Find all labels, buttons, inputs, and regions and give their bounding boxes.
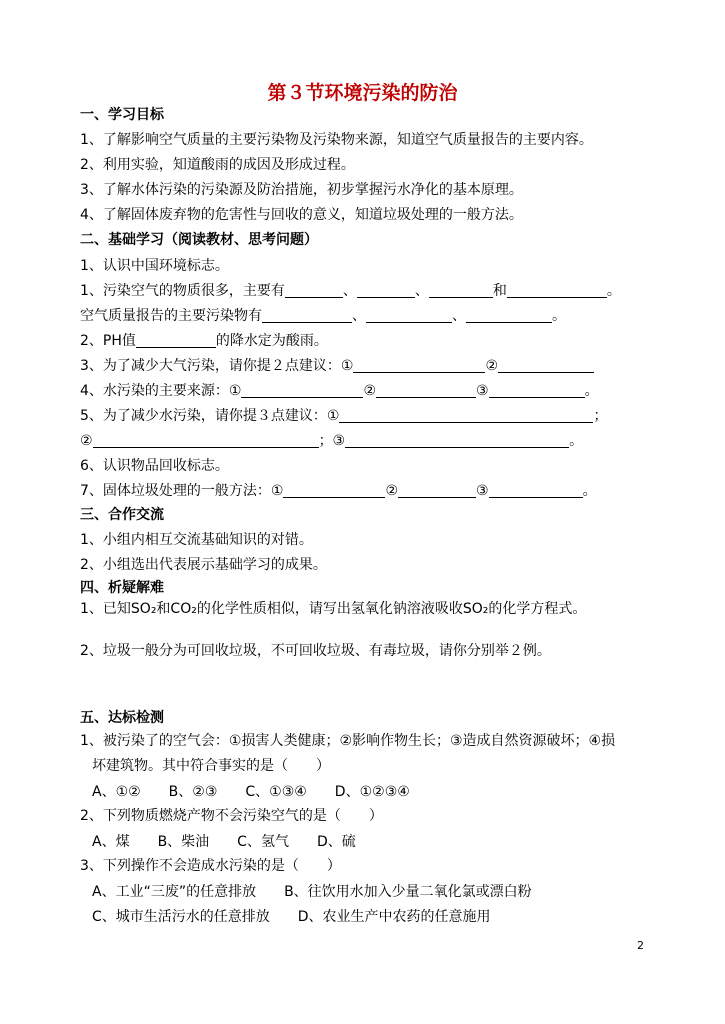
answer-blank[interactable] [283, 483, 385, 498]
question-water-sources [80, 381, 599, 401]
page-title: 第３节环境污染的防治 [267, 82, 458, 104]
question-text: 3、为了减少大气污染，请你提２点建议：① [80, 358, 354, 374]
separator: ； [593, 408, 608, 424]
goal-item: 4、了解固体废弃物的危害性与回收的意义，知道垃圾处理的一般方法。 [80, 207, 523, 223]
answer-blank[interactable] [353, 358, 485, 373]
question-air-report [80, 306, 566, 326]
separator: 。 [584, 383, 599, 399]
test-options: A、煤 B、柴油 C、氢气 D、硫 [92, 834, 356, 850]
section-heading-basic: 二、基础学习（阅读教材、思考问题） [80, 232, 318, 248]
test-question: 2、下列物质燃烧产物不会污染空气的是（ ） [80, 808, 383, 824]
question-text: 6、认识物品回收标志。 [80, 458, 229, 474]
exchange-item: 2、小组选出代表展示基础学习的成果。 [80, 557, 327, 573]
answer-blank[interactable] [241, 383, 363, 398]
question-text: 5、为了减少水污染，请你提３点建议：① [80, 408, 340, 424]
question-text: 的降水定为酸雨。 [215, 333, 328, 349]
answer-blank[interactable] [93, 433, 319, 448]
goal-item: 1、了解影响空气质量的主要污染物及污染物来源，知道空气质量报告的主要内容。 [80, 132, 593, 148]
marker: ③ [476, 483, 489, 499]
separator: 。 [552, 308, 566, 324]
separator: 。 [606, 283, 621, 299]
separator: 、 [414, 283, 429, 299]
exchange-item: 1、小组内相互交流基础知识的对错。 [80, 532, 313, 548]
section-heading-difficulties: 四、析疑解难 [80, 580, 164, 596]
marker: ② [80, 433, 93, 449]
marker: ② [485, 358, 499, 374]
page-number: 2 [637, 939, 644, 952]
question-text: 7、固体垃圾处理的一般方法：① [80, 483, 284, 499]
separator: 。 [569, 433, 584, 449]
marker: ；③ [318, 433, 346, 449]
answer-blank[interactable] [262, 308, 352, 323]
marker: ② [385, 483, 399, 499]
answer-blank[interactable] [339, 408, 593, 423]
answer-blank[interactable] [489, 483, 583, 498]
question-air-suggestions [80, 356, 594, 376]
answer-blank[interactable] [345, 433, 569, 448]
question-text: 2、PH值 [80, 333, 136, 349]
separator: 。 [582, 483, 597, 499]
question-water-suggestions-cont [80, 431, 583, 451]
question-water-suggestions [80, 406, 607, 426]
question-text: 1、污染空气的物质很多，主要有 [80, 283, 285, 299]
section-heading-goals: 一、学习目标 [80, 107, 164, 123]
question-solid-waste [80, 481, 597, 501]
question-text: 1、认识中国环境标志。 [80, 258, 229, 274]
difficulty-item: 1、已知SO₂和CO₂的化学性质相似，请写出氢氧化钠溶液吸收SO₂的化学方程式。 [80, 601, 587, 617]
test-options: A、①② B、②③ C、①③④ D、①②③④ [92, 784, 410, 800]
marker: ③ [476, 383, 489, 399]
answer-blank[interactable] [376, 383, 476, 398]
section-heading-exchange: 三、合作交流 [80, 507, 164, 523]
goal-item: 3、了解水体污染的污染源及防治措施，初步掌握污水净化的基本原理。 [80, 182, 523, 198]
difficulty-item: 2、垃圾一般分为可回收垃圾，不可回收垃圾、有毒垃圾，请你分别举２例。 [80, 643, 551, 659]
answer-blank[interactable] [366, 308, 452, 323]
answer-blank[interactable] [285, 283, 343, 298]
goal-item: 2、利用实验，知道酸雨的成因及形成过程。 [80, 157, 355, 173]
answer-blank[interactable] [507, 283, 607, 298]
answer-blank[interactable] [136, 333, 216, 348]
test-question-cont: 坏建筑物。其中符合事实的是（ ） [92, 758, 330, 774]
marker: ② [363, 383, 377, 399]
answer-blank[interactable] [498, 358, 594, 373]
answer-blank[interactable] [429, 283, 493, 298]
separator: 、 [452, 308, 466, 324]
test-options: A、工业“三废”的任意排放 B、往饮用水加入少量二氧化氯或漂白粉 [92, 884, 532, 900]
section-heading-test: 五、达标检测 [80, 710, 164, 726]
answer-blank[interactable] [466, 308, 552, 323]
separator: 、 [352, 308, 366, 324]
question-text: 4、水污染的主要来源：① [80, 383, 242, 399]
question-text: 空气质量报告的主要污染物有 [80, 308, 262, 324]
answer-blank[interactable] [357, 283, 415, 298]
answer-blank[interactable] [398, 483, 476, 498]
separator: 、 [342, 283, 357, 299]
test-question: 3、下列操作不会造成水污染的是（ ） [80, 858, 341, 874]
question-air-pollutants [80, 281, 621, 301]
test-options: C、城市生活污水的任意排放 D、农业生产中农药的任意施用 [92, 909, 491, 925]
test-question: 1、被污染了的空气会：①损害人类健康；②影响作物生长；③造成自然资源破坏；④损 [80, 733, 616, 749]
question-acid-rain [80, 331, 328, 351]
separator: 和 [492, 283, 507, 299]
answer-blank[interactable] [489, 383, 585, 398]
